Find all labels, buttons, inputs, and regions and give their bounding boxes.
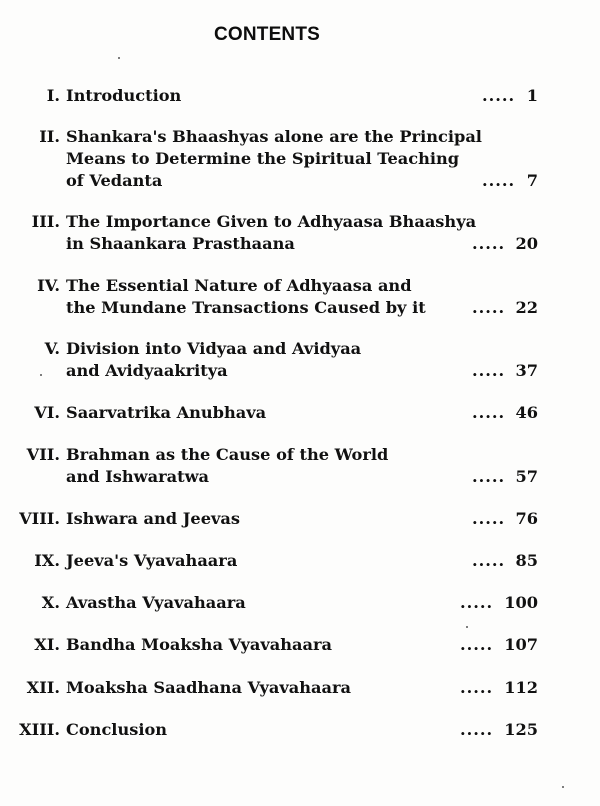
scan-speck bbox=[562, 786, 564, 788]
chapter-title bbox=[66, 275, 486, 319]
chapter-title-line: Division into Vidyaa and Avidyaa bbox=[66, 339, 362, 358]
chapter-title bbox=[66, 592, 486, 614]
chapter-title-line: in Shaankara Prasthaana bbox=[66, 234, 295, 253]
chapter-numeral: XIII. bbox=[19, 720, 60, 739]
page-number: 107 bbox=[504, 635, 538, 654]
chapter-title bbox=[66, 508, 486, 530]
chapter-title bbox=[66, 444, 486, 488]
dot-leader: ..... bbox=[482, 171, 516, 190]
page-number: 37 bbox=[515, 361, 538, 380]
page-number: 46 bbox=[515, 403, 538, 422]
chapter-numeral: XI. bbox=[34, 635, 60, 654]
chapter-title-line: the Mundane Transactions Caused by it bbox=[66, 298, 426, 317]
dot-leader: ..... bbox=[472, 467, 506, 486]
chapter-title bbox=[66, 402, 486, 424]
chapter-title-line: Brahman as the Cause of the World bbox=[66, 445, 389, 464]
chapter-title-line: Jeeva's Vyavahaara bbox=[66, 551, 238, 570]
page-number: 57 bbox=[515, 467, 538, 486]
chapter-title-line: and Ishwaratwa bbox=[66, 467, 210, 486]
chapter-title bbox=[66, 338, 486, 382]
page-number: 76 bbox=[515, 509, 538, 528]
page-number: 100 bbox=[504, 593, 538, 612]
chapter-title-line: Avastha Vyavahaara bbox=[66, 593, 246, 612]
page-number: 112 bbox=[504, 678, 538, 697]
chapter-title-line: Means to Determine the Spiritual Teaching bbox=[66, 149, 460, 168]
chapter-numeral: V. bbox=[44, 339, 60, 358]
dot-leader: ..... bbox=[482, 86, 516, 105]
dot-leader: ..... bbox=[460, 635, 494, 654]
chapter-numeral: III. bbox=[31, 212, 60, 231]
dot-leader: ..... bbox=[472, 551, 506, 570]
page-number: 125 bbox=[504, 720, 538, 739]
chapter-numeral: VIII. bbox=[19, 509, 60, 528]
dot-leader: ..... bbox=[472, 361, 506, 380]
dot-leader: ..... bbox=[460, 678, 494, 697]
page-number: 20 bbox=[515, 234, 538, 253]
chapter-title-line: Ishwara and Jeevas bbox=[66, 509, 241, 528]
scan-speck bbox=[40, 374, 42, 376]
dot-leader: ..... bbox=[472, 234, 506, 253]
chapter-numeral: VII. bbox=[26, 445, 60, 464]
page-number: 22 bbox=[515, 298, 538, 317]
chapter-title-line: and Avidyaakritya bbox=[66, 361, 228, 380]
chapter-title bbox=[66, 719, 486, 741]
chapter-title bbox=[66, 550, 486, 572]
chapter-title-line: Saarvatrika Anubhava bbox=[66, 403, 267, 422]
contents-heading: CONTENTS bbox=[213, 24, 321, 45]
chapter-title-line: Bandha Moaksha Vyavahaara bbox=[66, 635, 333, 654]
dot-leader: ..... bbox=[472, 403, 506, 422]
chapter-numeral: VI. bbox=[34, 403, 60, 422]
chapter-title-line: Moaksha Saadhana Vyavahaara bbox=[66, 678, 352, 697]
dot-leader: ..... bbox=[460, 593, 494, 612]
chapter-numeral: XII. bbox=[26, 678, 60, 697]
chapter-title-line: Introduction bbox=[66, 86, 182, 105]
chapter-numeral: II. bbox=[39, 127, 60, 146]
chapter-title-line: Conclusion bbox=[66, 720, 168, 739]
page-number: 7 bbox=[526, 171, 538, 190]
dot-leader: ..... bbox=[472, 298, 506, 317]
chapter-numeral: IX. bbox=[34, 551, 60, 570]
page-number: 85 bbox=[515, 551, 538, 570]
chapter-title-line: of Vedanta bbox=[66, 171, 163, 190]
chapter-title bbox=[66, 85, 486, 107]
page-number: 1 bbox=[526, 86, 538, 105]
chapter-numeral: X. bbox=[41, 593, 60, 612]
chapter-title-line: The Importance Given to Adhyaasa Bhaashya bbox=[66, 212, 477, 231]
chapter-title bbox=[66, 126, 486, 192]
chapter-title-line: Shankara's Bhaashyas alone are the Principal bbox=[66, 127, 482, 146]
dot-leader: ..... bbox=[472, 509, 506, 528]
chapter-title bbox=[66, 634, 486, 656]
chapter-title-line: The Essential Nature of Adhyaasa and bbox=[66, 276, 412, 295]
scan-speck bbox=[466, 626, 468, 628]
chapter-title bbox=[66, 211, 486, 255]
scan-speck bbox=[118, 57, 120, 59]
dot-leader: ..... bbox=[460, 720, 494, 739]
chapter-title bbox=[66, 677, 486, 699]
chapter-numeral: I. bbox=[46, 86, 60, 105]
chapter-numeral: IV. bbox=[37, 276, 60, 295]
